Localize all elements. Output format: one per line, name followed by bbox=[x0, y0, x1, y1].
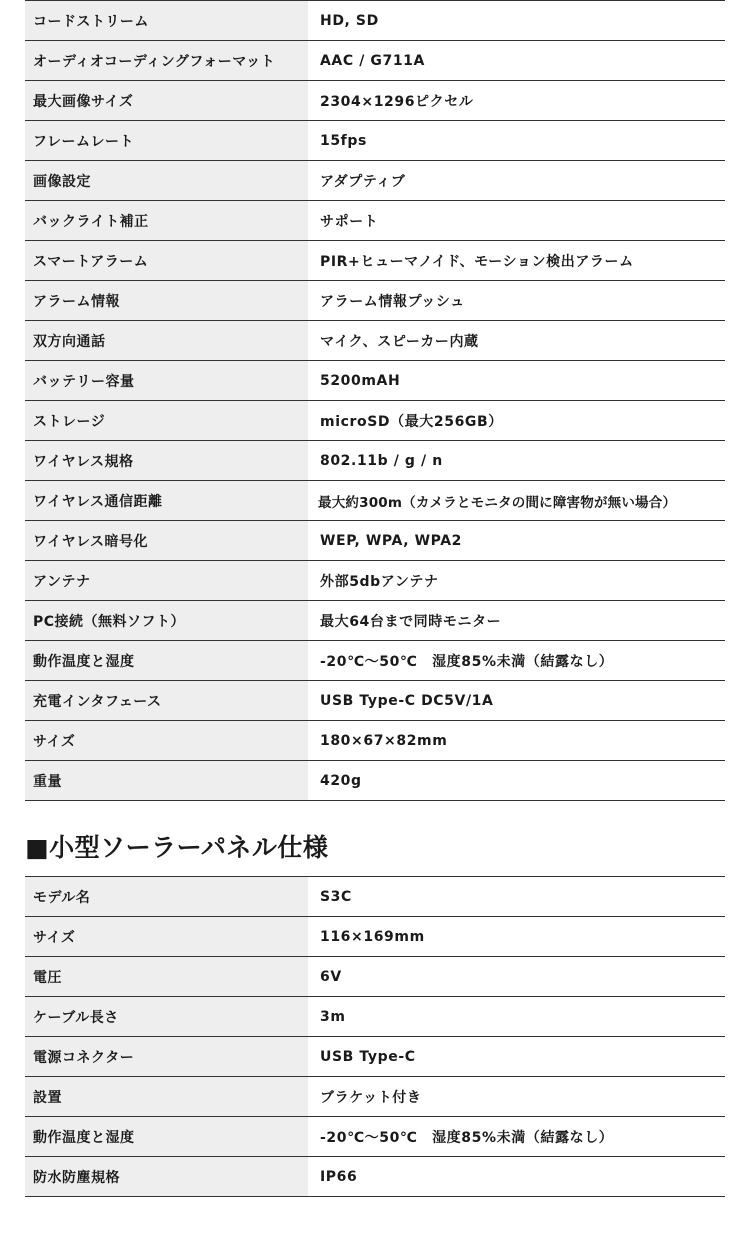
spec-value: IP66 bbox=[320, 1168, 358, 1185]
spec-value: HD, SD bbox=[320, 12, 379, 29]
section-title: ■小型ソーラーパネル仕様 bbox=[25, 833, 329, 862]
spec-row bbox=[25, 81, 725, 121]
spec-label: ストレージ bbox=[25, 401, 308, 440]
spec-value: 2304×1296ピクセル bbox=[320, 93, 474, 110]
spec-row bbox=[25, 1077, 725, 1117]
spec-value: マイク、スピーカー内蔵 bbox=[320, 333, 479, 350]
spec-value: USB Type-C DC5V/1A bbox=[320, 692, 494, 709]
spec-row bbox=[25, 361, 725, 401]
spec-row bbox=[25, 401, 725, 441]
spec-label: ワイヤレス規格 bbox=[25, 441, 308, 480]
spec-label: フレームレート bbox=[25, 121, 308, 160]
spec-row bbox=[25, 997, 725, 1037]
spec-label: 画像設定 bbox=[25, 161, 308, 200]
spec-row bbox=[25, 441, 725, 481]
spec-row bbox=[25, 41, 725, 81]
spec-label: 電圧 bbox=[25, 957, 308, 996]
spec-row bbox=[25, 241, 725, 281]
spec-row bbox=[25, 641, 725, 681]
spec-row bbox=[25, 917, 725, 957]
spec-label: ワイヤレス暗号化 bbox=[25, 521, 308, 560]
spec-row bbox=[25, 681, 725, 721]
spec-label: サイズ bbox=[25, 917, 308, 956]
spec-label: 設置 bbox=[25, 1077, 308, 1116]
spec-label: アンテナ bbox=[25, 561, 308, 600]
spec-label: オーディオコーディングフォーマット bbox=[25, 41, 308, 80]
spec-value: 外部5dbアンテナ bbox=[320, 573, 439, 590]
spec-label: PC接続（無料ソフト） bbox=[25, 601, 308, 640]
spec-row bbox=[25, 481, 725, 521]
spec-value: WEP, WPA, WPA2 bbox=[320, 532, 462, 549]
spec-row bbox=[25, 1157, 725, 1197]
spec-label: 動作温度と湿度 bbox=[25, 1117, 308, 1156]
spec-value: 5200mAH bbox=[320, 372, 401, 389]
spec-value: AAC / G711A bbox=[320, 52, 425, 69]
spec-label: ワイヤレス通信距離 bbox=[25, 481, 308, 520]
spec-value: 802.11b / g / n bbox=[320, 452, 443, 469]
spec-row bbox=[25, 161, 725, 201]
spec-label: モデル名 bbox=[25, 877, 308, 916]
spec-label: 双方向通話 bbox=[25, 321, 308, 360]
spec-label: 重量 bbox=[25, 761, 308, 800]
spec-value: -20℃～50℃ 湿度85%未満（結露なし） bbox=[320, 653, 614, 670]
spec-row bbox=[25, 281, 725, 321]
spec-label: アラーム情報 bbox=[25, 281, 308, 320]
spec-row bbox=[25, 601, 725, 641]
spec-value: USB Type-C bbox=[320, 1048, 416, 1065]
camera-spec-table bbox=[25, 0, 725, 801]
spec-label: サイズ bbox=[25, 721, 308, 760]
spec-value: アラーム情報プッシュ bbox=[320, 293, 465, 310]
spec-row bbox=[25, 1037, 725, 1077]
spec-value: 3m bbox=[320, 1008, 346, 1025]
spec-label: スマートアラーム bbox=[25, 241, 308, 280]
spec-label: バックライト補正 bbox=[25, 201, 308, 240]
spec-label: 電源コネクター bbox=[25, 1037, 308, 1076]
solar-panel-spec-table bbox=[25, 876, 725, 1197]
spec-label: ケーブル長さ bbox=[25, 997, 308, 1036]
spec-row bbox=[25, 721, 725, 761]
spec-row bbox=[25, 321, 725, 361]
spec-value: microSD（最大256GB） bbox=[320, 413, 503, 430]
spec-value: PIR+ヒューマノイド、モーション検出アラーム bbox=[320, 253, 634, 270]
spec-value: S3C bbox=[320, 888, 352, 905]
spec-row bbox=[25, 561, 725, 601]
spec-row bbox=[25, 877, 725, 917]
spec-row bbox=[25, 761, 725, 801]
spec-value: 最大64台まで同時モニター bbox=[320, 613, 502, 630]
spec-row bbox=[25, 1, 725, 41]
spec-value: 116×169mm bbox=[320, 928, 425, 945]
spec-value: 420g bbox=[320, 772, 362, 789]
spec-value: -20℃～50℃ 湿度85%未満（結露なし） bbox=[320, 1129, 614, 1146]
spec-row bbox=[25, 521, 725, 561]
spec-value: 180×67×82mm bbox=[320, 732, 448, 749]
spec-label: 防水防塵規格 bbox=[25, 1157, 308, 1196]
spec-value: 最大約300m（カメラとモニタの間に障害物が無い場合） bbox=[318, 494, 677, 511]
spec-value: アダプティブ bbox=[320, 173, 406, 190]
spec-label: 充電インタフェース bbox=[25, 681, 308, 720]
spec-label: バッテリー容量 bbox=[25, 361, 308, 400]
spec-value: ブラケット付き bbox=[320, 1089, 422, 1106]
spec-value: サポート bbox=[320, 213, 379, 230]
spec-label: 最大画像サイズ bbox=[25, 81, 308, 120]
spec-row bbox=[25, 957, 725, 997]
spec-label: コードストリーム bbox=[25, 1, 308, 40]
spec-row bbox=[25, 121, 725, 161]
spec-value: 6V bbox=[320, 968, 342, 985]
spec-value: 15fps bbox=[320, 132, 367, 149]
spec-label: 動作温度と湿度 bbox=[25, 641, 308, 680]
spec-row bbox=[25, 201, 725, 241]
spec-row bbox=[25, 1117, 725, 1157]
